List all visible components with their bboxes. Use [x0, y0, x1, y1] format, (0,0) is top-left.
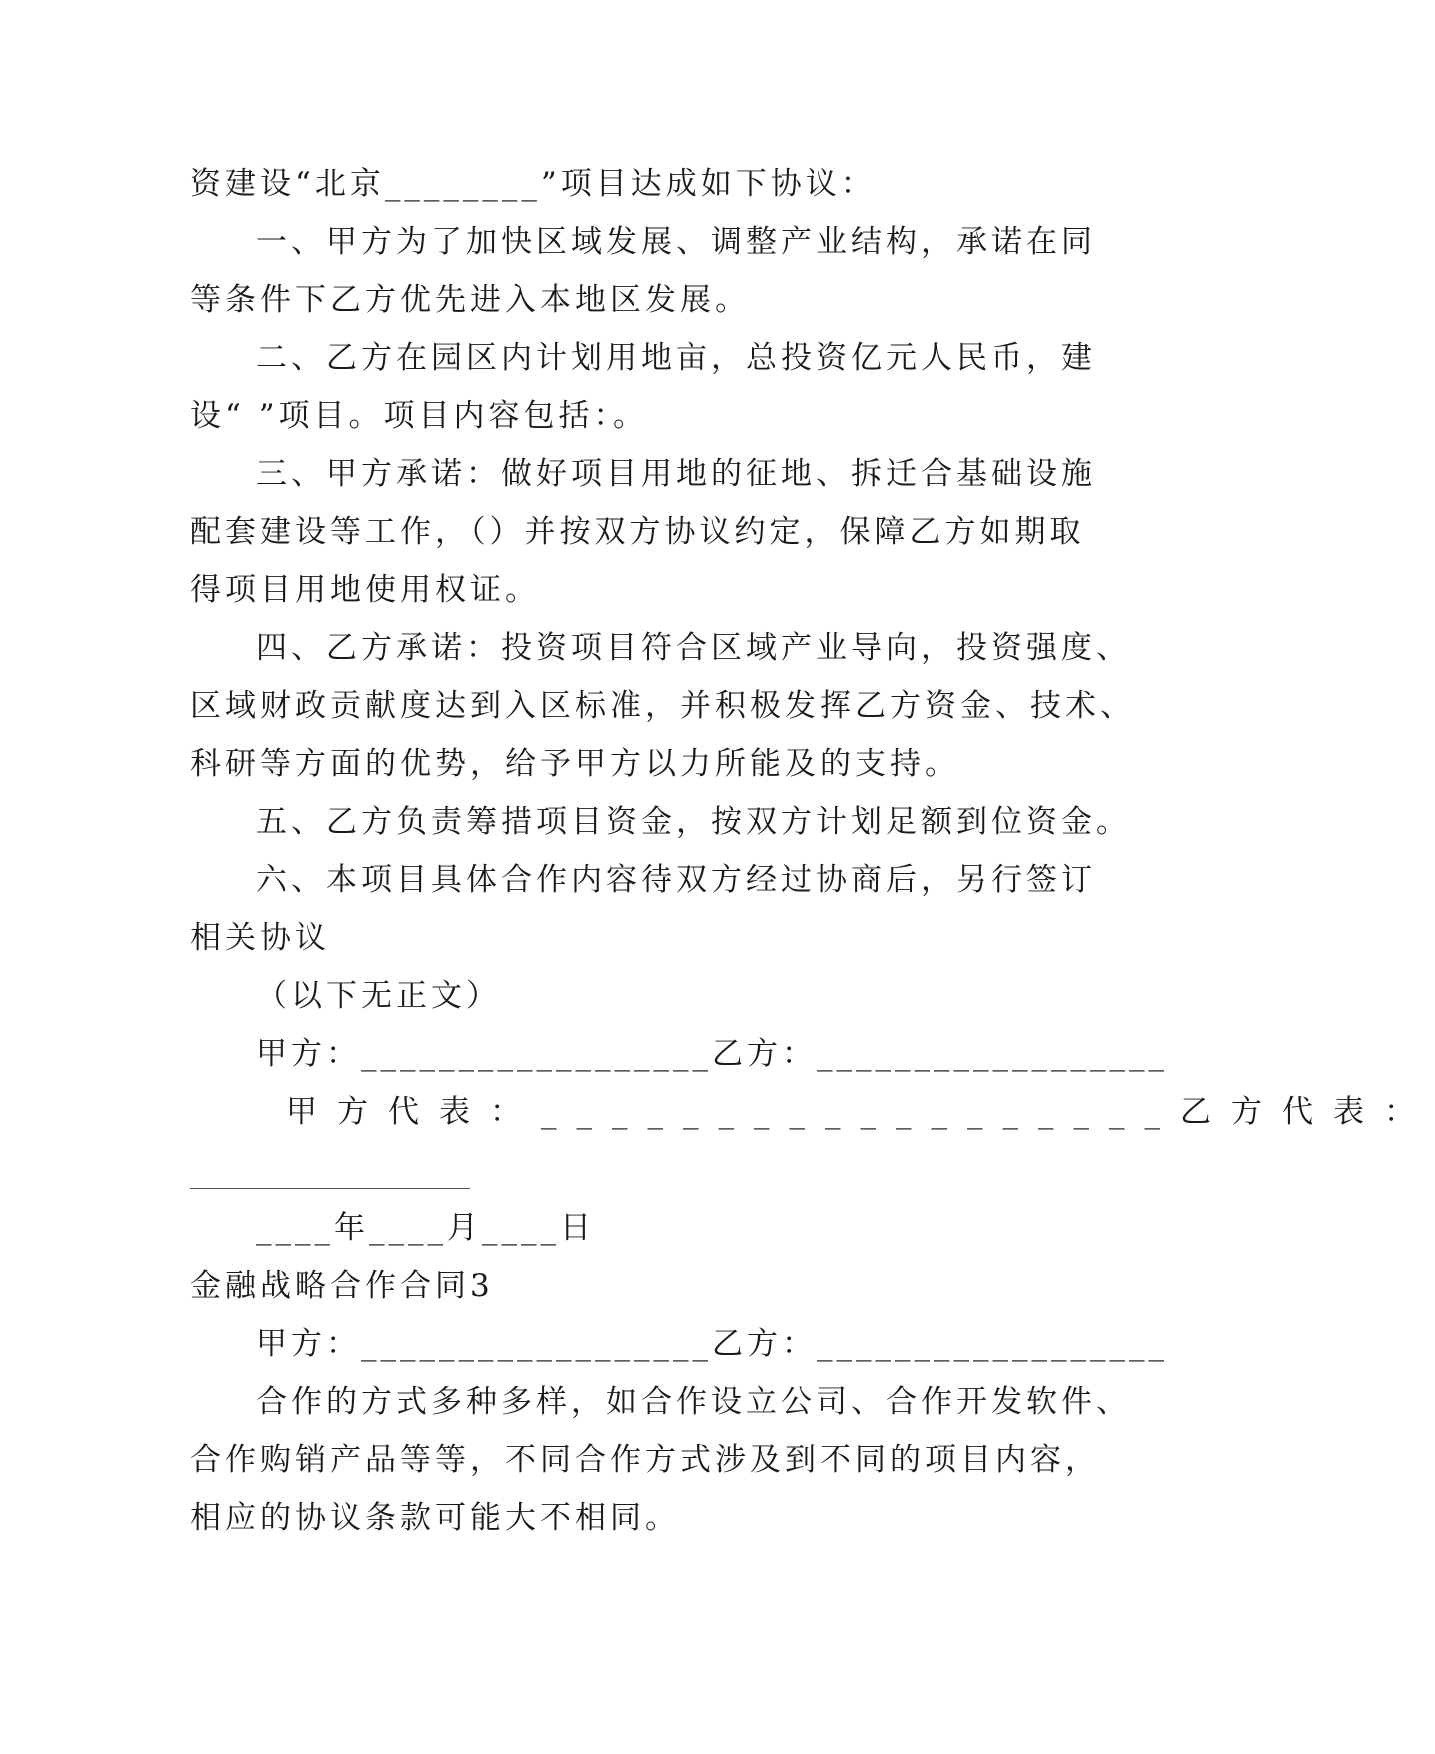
section-heading: 金融战略合作合同3	[190, 1268, 494, 1304]
clause-4-line-2: 区域财政贡献度达到入区标准，并积极发挥乙方资金、技术、	[190, 688, 1135, 724]
date-line: ____年____月____日	[256, 1210, 595, 1246]
clause-5-line-1: 五、乙方负责筹措项目资金，按双方计划足额到位资金。	[256, 804, 1131, 840]
clause-2-line-2: 设“ ”项目。项目内容包括：。	[190, 398, 649, 434]
clause-2-line-1: 二、乙方在园区内计划用地亩，总投资亿元人民币，建	[256, 340, 1096, 376]
party-signature-line: 甲方：__________________乙方：__________________	[256, 1036, 1168, 1072]
clause-6-line-1: 六、本项目具体合作内容待双方经过协商后，另行签订	[256, 862, 1096, 898]
cooperation-paragraph-line-3: 相应的协议条款可能大不相同。	[190, 1500, 680, 1536]
text-line: 资建设“北京________”项目达成如下协议：	[190, 166, 876, 202]
cooperation-paragraph-line-1: 合作的方式多种多样，如合作设立公司、合作开发软件、	[256, 1384, 1131, 1420]
clause-6-line-2: 相关协议	[190, 920, 330, 956]
no-further-text-note: （以下无正文）	[256, 978, 501, 1014]
clause-3-line-3: 得项目用地使用权证。	[190, 572, 540, 608]
clause-3-line-2: 配套建设等工作，（）并按双方协议约定，保障乙方如期取	[190, 514, 1085, 550]
clause-4-line-1: 四、乙方承诺：投资项目符合区域产业导向，投资强度、	[256, 630, 1131, 666]
representative-blank-rule	[190, 1188, 470, 1189]
clause-1-line-2: 等条件下乙方优先进入本地区发展。	[190, 282, 750, 318]
party-signature-line-2: 甲方：__________________乙方：__________________	[256, 1326, 1168, 1362]
cooperation-paragraph-line-2: 合作购销产品等等，不同合作方式涉及到不同的项目内容，	[190, 1442, 1100, 1478]
clause-1-line-1: 一、甲方为了加快区域发展、调整产业结构，承诺在同	[256, 224, 1096, 260]
clause-3-line-1: 三、甲方承诺：做好项目用地的征地、拆迁合基础设施	[256, 456, 1096, 492]
representative-signature-line: 甲方代表：__________________乙方代表：	[286, 1094, 1435, 1130]
clause-4-line-3: 科研等方面的优势，给予甲方以力所能及的支持。	[190, 746, 960, 782]
